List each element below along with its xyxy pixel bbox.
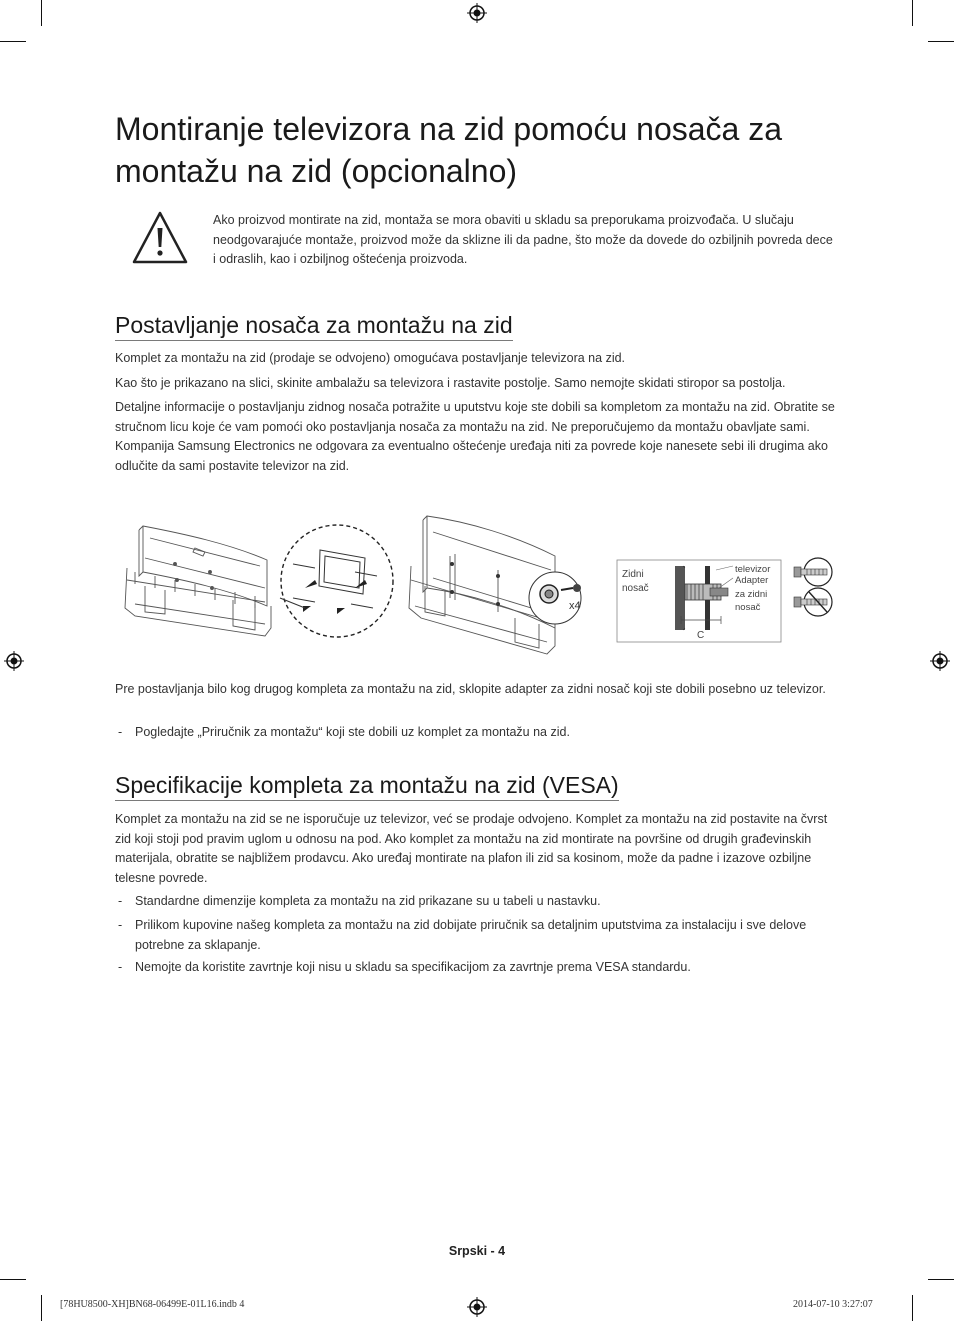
registration-mark-icon — [930, 651, 950, 671]
bullet-dash: - — [118, 894, 123, 908]
registration-mark-icon — [467, 3, 487, 23]
bullet-text: Nemojte da koristite zavrtnje koji nisu u skladu sa specifikacijom za zavrtnje prema VESA standardu. — [135, 960, 691, 974]
label-c: C — [697, 630, 705, 641]
bullet-dash: - — [118, 725, 123, 739]
crop-mark — [0, 1279, 26, 1280]
label-adapter-2: za zidni — [735, 589, 768, 600]
crop-mark — [912, 0, 913, 26]
crop-mark — [41, 0, 42, 26]
label-adapter-3: nosač — [735, 602, 761, 613]
label-wall-bracket-1: Zidni — [622, 569, 644, 580]
label-wall-bracket-2: nosač — [622, 583, 649, 594]
zoom-circle — [281, 525, 393, 637]
wall-mount-diagram — [115, 508, 845, 666]
screw-count: x4 — [569, 600, 581, 612]
bullet-dash: - — [118, 918, 123, 932]
imprint-timestamp: 2014-07-10 3:27:07 — [793, 1299, 873, 1310]
page-title: Montiranje televizora na zid pomoću nosača za montažu na zid (opcionalno) — [115, 111, 783, 189]
page-number: Srpski - 4 — [448, 1244, 506, 1258]
bullet-text: Prilikom kupovine našeg kompleta za montažu na zid dobijate priručnik sa detaljnim uputstvima za instalaciju i sve delove potrebne za sklapanje. — [135, 918, 807, 952]
crop-mark — [0, 41, 26, 42]
bullet-text: Standardne dimenzije kompleta za montažu na zid prikazane su u tabeli u nastavku. — [135, 894, 601, 908]
paragraph: Komplet za montažu na zid se ne isporučuje uz televizor, već se prodaje odvojeno. Komplet za montažu na zid postavite na čvrst zid koji stoji pod pravim uglom u odnosu na pod. Ako komplet za montažu na zid montirate na površine od drugih građevinskih materijala, obratite se najbližem prodavcu. Ako uređaj montirate na plafon ili zid sa kosinom, može da padne i izazove ozbiljne telesne povrede. — [115, 812, 828, 885]
paragraph: Kao što je prikazano na slici, skinite ambalažu sa televizora i rastavite postolje. Samo nemojte skidati stiropor sa postolja. — [115, 376, 786, 390]
registration-mark-icon — [467, 1297, 487, 1317]
paragraph: Komplet za montažu na zid (prodaje se odvojeno) omogućava postavljanje televizora na zid. — [115, 351, 626, 365]
screw-incorrect-icon — [794, 588, 832, 616]
paragraph: Detaljne informacije o postavljanju zidnog nosača potražite u uputstvu koje ste dobili sa kompletom za montažu na zid. Obratite se stručnom licu koje će vam pomoći oko postavljanja nosača za montažu na zid. Ne preporučujemo da montažu obavljate sami. Kompanija Samsung Electronics ne odgovara za eventualno oštećenje uređaja niti za povrede koje nanesete sebi ili drugima ako odlučite da sami postavite televizor na zid. — [115, 400, 835, 473]
screw-correct-icon — [794, 558, 832, 586]
crop-mark — [912, 1295, 913, 1321]
bullet-item — [118, 916, 840, 955]
tv2-screws — [450, 562, 500, 606]
tv-back-illustration-1 — [125, 526, 271, 636]
bullet-item — [118, 723, 840, 743]
warning-triangle-icon — [131, 210, 189, 266]
imprint-file: [78HU8500-XH]BN68-06499E-01L16.indb 4 — [60, 1299, 245, 1310]
label-adapter-1: Adapter — [735, 575, 769, 586]
bullet-dash: - — [118, 960, 123, 974]
bullet-item — [118, 892, 840, 912]
label-tv: televizor — [735, 564, 771, 575]
section-heading-vesa: Specifikacije kompleta za montažu na zid (VESA) — [115, 771, 619, 801]
warning-text: Ako proizvod montirate na zid, montaža se mora obaviti u skladu sa preporukama proizvođača. U slučaju neodgovarajuće montaže, proizvod može da sklizne ili da padne, što može da dovede do ozbiljnih povreda dece i odraslih, kao i ozbiljnog oštećenja proizvoda. — [213, 213, 833, 266]
paragraph: Pre postavljanja bilo kog drugog kompleta za montažu na zid, sklopite adapter za zidni nosač koji ste dobili posebno uz televizor. — [115, 682, 826, 696]
registration-mark-icon — [4, 651, 24, 671]
crop-mark — [928, 41, 954, 42]
bullet-text: Pogledajte „Priručnik za montažu“ koji ste dobili uz komplet za montažu na zid. — [135, 725, 570, 739]
section-heading-wall-mount: Postavljanje nosača za montažu na zid — [115, 311, 513, 341]
bullet-item — [118, 958, 840, 978]
crop-mark — [41, 1295, 42, 1321]
crop-mark — [928, 1279, 954, 1280]
